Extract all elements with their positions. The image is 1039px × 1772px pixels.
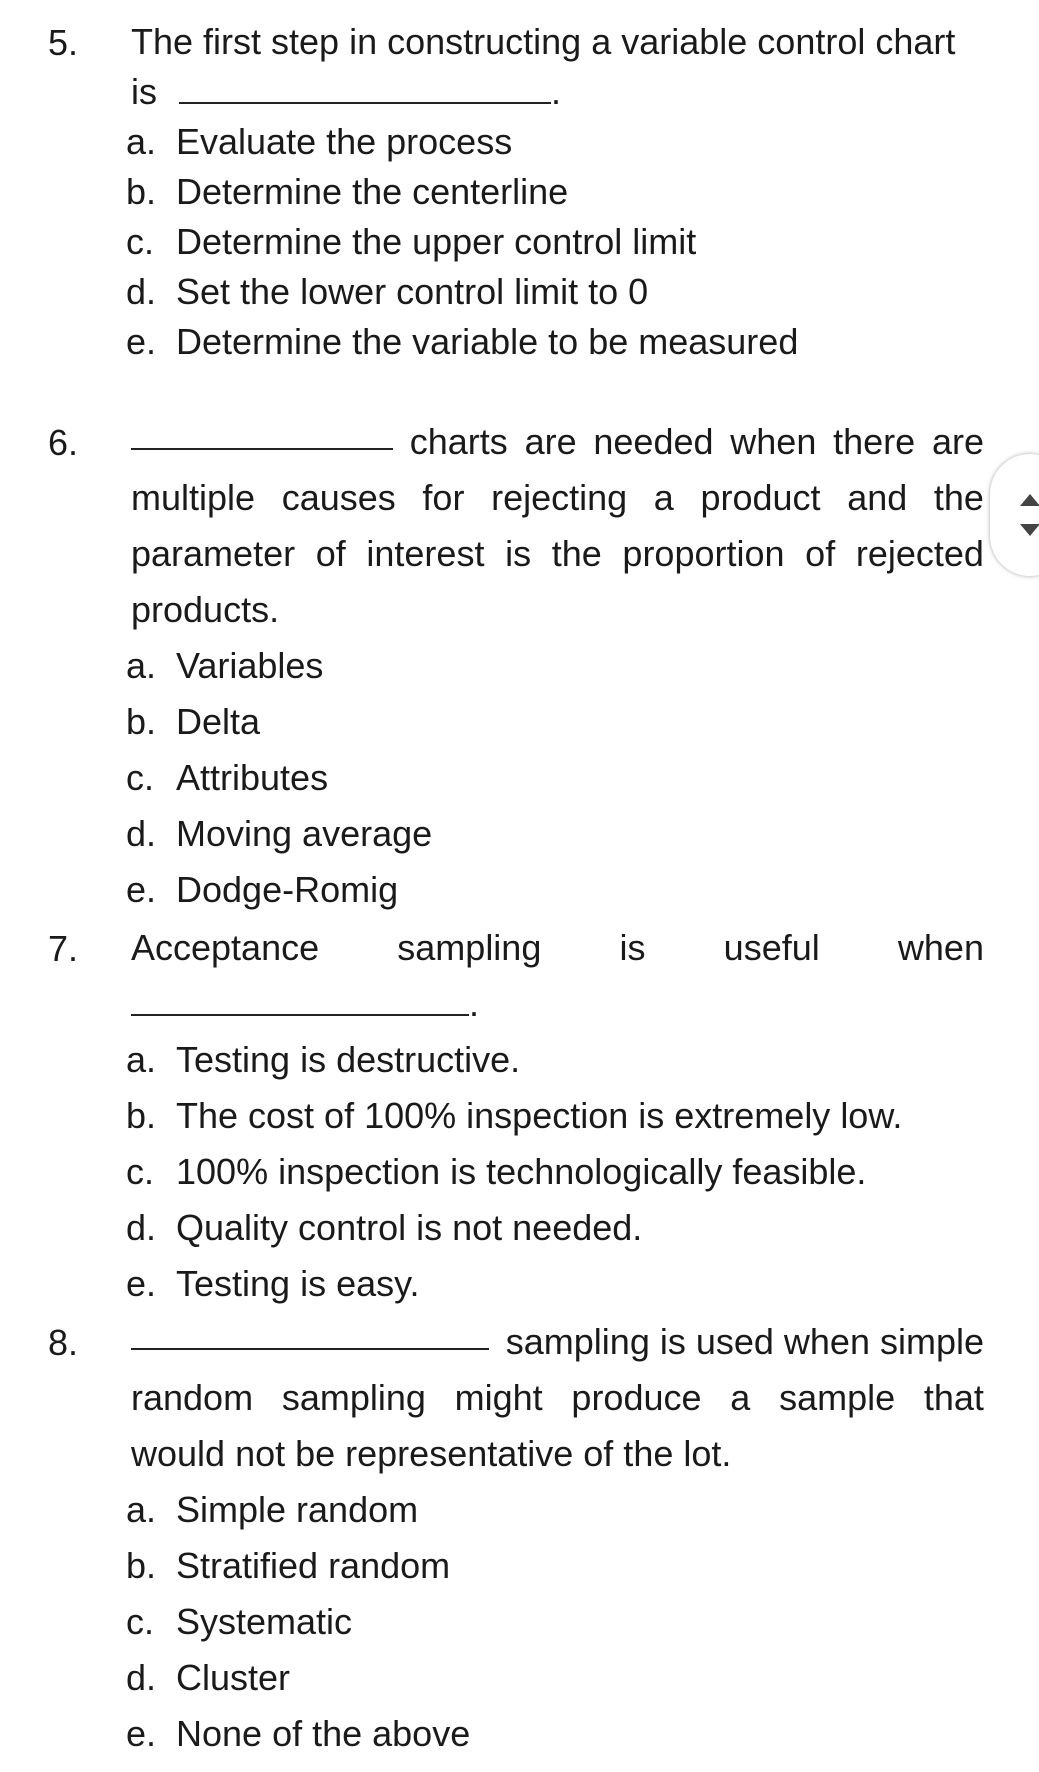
question-stem-line2 — [131, 64, 984, 120]
option-text: Determine the centerline — [176, 171, 569, 212]
option-text: Cluster — [176, 1657, 291, 1698]
stem-word: multiple — [131, 477, 256, 518]
option-text: Variables — [176, 645, 324, 686]
stem-word: of — [315, 533, 346, 574]
question-stem-line2 — [131, 1370, 984, 1426]
option-text: Testing is destructive. — [176, 1039, 521, 1080]
option-letter: a. — [126, 121, 157, 162]
stem-word: sample — [779, 1377, 896, 1418]
option — [126, 862, 398, 918]
stem-word: when — [730, 421, 817, 462]
stem-word: are — [524, 421, 577, 462]
stem-word: for — [422, 477, 465, 518]
option-letter: c. — [126, 1601, 155, 1642]
triangle-up-icon[interactable] — [1020, 494, 1039, 506]
stem-word: and — [847, 477, 908, 518]
question-stem-line3: would not be representative of the lot. — [131, 1433, 732, 1474]
option-text: Delta — [176, 701, 261, 742]
option-text: Determine the variable to be measured — [176, 321, 799, 362]
stem-word: needed — [593, 421, 714, 462]
option-letter: c. — [126, 221, 155, 262]
stem-word: the — [933, 477, 984, 518]
option — [126, 1538, 450, 1594]
answer-blank — [131, 980, 469, 1016]
option-letter: b. — [126, 1095, 157, 1136]
stem-word: is — [505, 533, 532, 574]
option — [126, 1088, 902, 1144]
stem-word: is — [619, 927, 646, 968]
stem-word: might — [454, 1377, 543, 1418]
option — [126, 114, 512, 170]
option-letter: e. — [126, 1713, 157, 1754]
question-number: 6. — [48, 422, 79, 463]
option-text: Determine the upper control limit — [176, 221, 697, 262]
question-stem-line1 — [131, 920, 984, 976]
stem-word: rejected — [855, 533, 984, 574]
stem-word: charts — [409, 421, 508, 462]
option — [126, 694, 260, 750]
option — [126, 1200, 642, 1256]
option — [126, 1594, 352, 1650]
option — [126, 1032, 520, 1088]
option — [126, 264, 648, 320]
question-stem-line3 — [131, 526, 984, 582]
option-text: None of the above — [176, 1713, 471, 1754]
option-text: 100% inspection is technologically feasible. — [176, 1151, 867, 1192]
stem-word: parameter — [131, 533, 296, 574]
option-letter: a. — [126, 645, 157, 686]
answer-blank — [131, 1314, 489, 1350]
option-letter: b. — [126, 1545, 157, 1586]
option-text: Set the lower control limit to 0 — [176, 271, 649, 312]
option-letter: a. — [126, 1489, 157, 1530]
option-text: Attributes — [176, 757, 329, 798]
answer-blank — [131, 414, 393, 450]
question-stem-line1 — [131, 1314, 984, 1370]
option-text: Testing is easy. — [176, 1263, 420, 1304]
stem-word: rejecting — [491, 477, 628, 518]
option-letter: c. — [126, 1151, 155, 1192]
stem-word: the — [551, 533, 602, 574]
stem-word: when — [897, 927, 984, 968]
triangle-down-icon[interactable] — [1020, 524, 1039, 536]
option-letter: e. — [126, 321, 157, 362]
stem-word: proportion — [622, 533, 785, 574]
stem-word: random — [131, 1377, 254, 1418]
option — [126, 638, 323, 694]
stem-word: Acceptance — [131, 927, 320, 968]
option — [126, 164, 568, 220]
scroll-handle[interactable] — [990, 454, 1039, 576]
option — [126, 1256, 419, 1312]
option-letter: e. — [126, 1263, 157, 1304]
option — [126, 1482, 418, 1538]
stem-word: is — [131, 71, 157, 112]
option — [126, 806, 432, 862]
option-text: Simple random — [176, 1489, 419, 1530]
option — [126, 214, 696, 270]
stem-word: that — [923, 1377, 984, 1418]
option-letter: d. — [126, 271, 157, 312]
stem-word: interest — [366, 533, 485, 574]
option-letter: b. — [126, 701, 157, 742]
option — [126, 1650, 290, 1706]
stem-word: sampling — [397, 927, 542, 968]
option — [126, 1144, 866, 1200]
question-number: 5. — [48, 22, 79, 63]
option-text: Moving average — [176, 813, 433, 854]
option-text: Quality control is not needed. — [176, 1207, 643, 1248]
stem-period: . — [551, 71, 562, 112]
stem-word: sampling — [281, 1377, 426, 1418]
stem-word: useful — [723, 927, 820, 968]
option — [126, 1706, 470, 1762]
stem-word: produce — [571, 1377, 702, 1418]
option-letter: d. — [126, 813, 157, 854]
question-number: 7. — [48, 928, 79, 969]
question-stem-line1 — [131, 414, 984, 470]
option-letter: c. — [126, 757, 155, 798]
option-text: Systematic — [176, 1601, 353, 1642]
stem-word: are — [931, 421, 984, 462]
option-letter: d. — [126, 1207, 157, 1248]
option-letter: b. — [126, 171, 157, 212]
option-letter: d. — [126, 1657, 157, 1698]
option-letter: a. — [126, 1039, 157, 1080]
answer-blank — [179, 68, 551, 104]
option-letter: e. — [126, 869, 157, 910]
stem-text: sampling is used when simple — [505, 1321, 984, 1362]
option-text: Evaluate the process — [176, 121, 513, 162]
question-number: 8. — [48, 1322, 79, 1363]
stem-word: there — [833, 421, 916, 462]
option — [126, 314, 798, 370]
option-text: Stratified random — [176, 1545, 451, 1586]
stem-word: a — [653, 477, 674, 518]
stem-word: of — [805, 533, 836, 574]
option — [126, 750, 328, 806]
option-text: The cost of 100% inspection is extremely low. — [176, 1095, 903, 1136]
stem-period: . — [469, 983, 480, 1024]
question-stem-line4: products. — [131, 589, 280, 630]
option-text: Dodge-Romig — [176, 869, 399, 910]
question-stem: The first step in constructing a variable control chart — [131, 21, 956, 62]
stem-word: product — [700, 477, 821, 518]
stem-word: causes — [281, 477, 396, 518]
stem-word: a — [730, 1377, 751, 1418]
question-stem-line2 — [131, 470, 984, 526]
question-stem-line2 — [131, 976, 984, 1032]
